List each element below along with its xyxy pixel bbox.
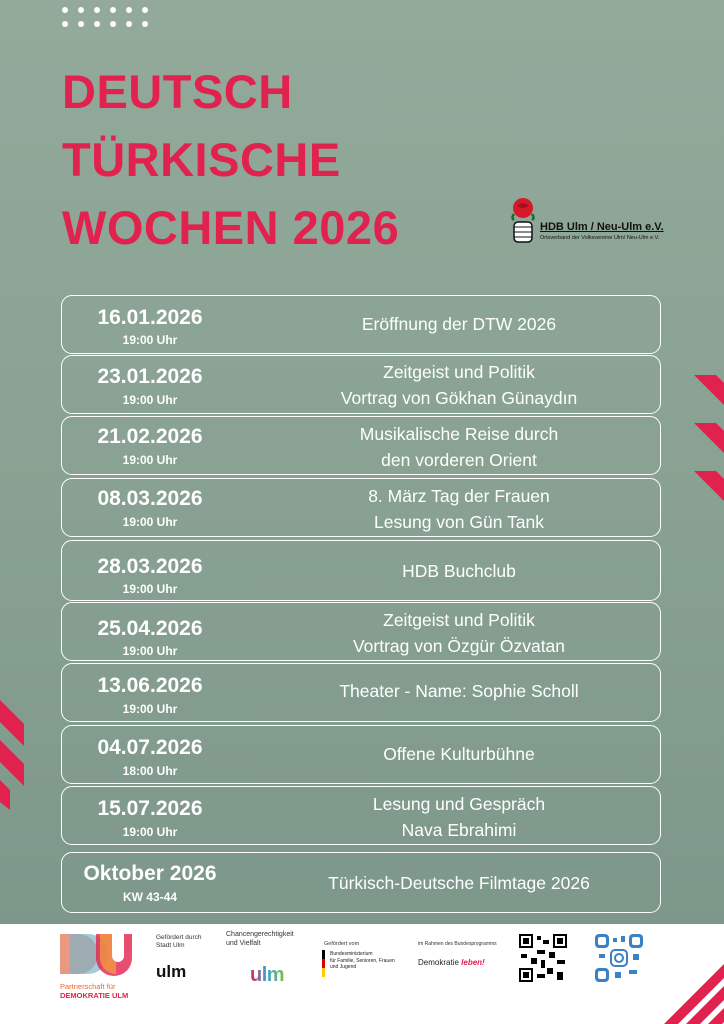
event-description: Zeitgeist und Politik Vortrag von Gökhan Günaydın — [340, 362, 578, 408]
event-date: 13.06.2026 — [97, 674, 203, 697]
event-description: HDB Buchclub — [402, 561, 516, 581]
event-date: Oktober 2026 — [83, 862, 217, 885]
event-item — [61, 478, 661, 537]
event-item — [61, 786, 661, 845]
event-item — [61, 663, 661, 722]
event-description: Theater - Name: Sophie Scholl — [339, 681, 579, 701]
event-date: 04.07.2026 — [97, 736, 203, 759]
event-time: 18:00 Uhr — [122, 764, 178, 778]
event-description: Zeitgeist und Politik Vortrag von Özgür Özvatan — [352, 610, 566, 656]
event-item — [61, 725, 661, 784]
instagram-qr-icon[interactable] — [595, 934, 643, 982]
event-description: Offene Kulturbühne — [383, 744, 535, 764]
event-description: Musikalische Reise durch den vorderen Orient — [359, 424, 559, 470]
event-time: 19:00 Uhr — [122, 582, 178, 596]
title-line-2: TÜRKISCHE — [62, 133, 341, 186]
event-date: 23.01.2026 — [97, 365, 203, 388]
title-line-1: DEUTSCH — [62, 65, 293, 118]
event-description: Lesung und Gespräch Nava Ebrahimi — [372, 794, 546, 840]
event-item — [61, 852, 661, 913]
bm-funded-label: Gefördert vom — [324, 941, 360, 947]
event-date: 25.04.2026 — [97, 617, 203, 640]
chancen-label: Chancengerechtigkeit und Vielfalt — [226, 931, 294, 947]
partnership-caption: Partnerschaft für DEMOKRATIE ULM — [60, 982, 129, 1000]
event-description: 8. März Tag der Frauen Lesung von Gün Tank — [368, 486, 550, 532]
partnership-du-logo-icon — [60, 934, 132, 980]
qr-code-icon[interactable] — [519, 934, 567, 982]
rose-fist-icon — [508, 196, 538, 246]
ulm-color-logo: ulm — [250, 964, 285, 986]
event-item — [61, 540, 661, 601]
page-title — [62, 58, 399, 262]
event-time: KW 43-44 — [122, 890, 178, 904]
event-date: 21.02.2026 — [97, 425, 203, 448]
event-item — [61, 416, 661, 475]
funded-by-label: Gefördert durch Stadt Ulm — [156, 934, 202, 949]
title-line-3: WOCHEN 2026 — [62, 201, 400, 254]
footer — [0, 924, 724, 1024]
event-time: 19:00 Uhr — [122, 515, 178, 529]
event-item — [61, 602, 661, 661]
event-time: 19:00 Uhr — [122, 702, 178, 716]
event-date: 15.07.2026 — [97, 797, 203, 820]
event-item — [61, 295, 661, 354]
footer-stripes-decoration — [644, 964, 724, 1024]
event-date: 16.01.2026 — [97, 306, 203, 329]
left-stripes-decoration — [0, 700, 30, 810]
right-stripes-decoration — [690, 375, 724, 535]
event-time: 19:00 Uhr — [122, 453, 178, 467]
event-date: 08.03.2026 — [97, 487, 203, 510]
hdb-logo — [508, 196, 668, 248]
event-description: Eröffnung der DTW 2026 — [361, 314, 557, 334]
event-description: Türkisch-Deutsche Filmtage 2026 — [328, 873, 590, 893]
decorative-dots — [62, 4, 152, 28]
federal-eagle-icon — [322, 950, 330, 978]
event-time: 19:00 Uhr — [122, 333, 178, 347]
logo-name: HDB Ulm / Neu-Ulm e.V. — [540, 221, 664, 233]
event-time: 19:00 Uhr — [122, 393, 178, 407]
event-time: 19:00 Uhr — [122, 825, 178, 839]
event-item — [61, 355, 661, 414]
event-date: 28.03.2026 — [97, 555, 203, 578]
logo-subtitle: Ortsverband der Volksvereine Ulm/ Neu-Ulm e.V. — [540, 235, 660, 241]
stadt-ulm-logo: ulm — [156, 962, 187, 981]
event-time: 19:00 Uhr — [122, 644, 178, 658]
demokratie-leben-logo: Demokratie leben! — [418, 958, 485, 967]
bm-ministry-text: Bundesministerium für Familie, Senioren, Frauen und Jugend — [330, 951, 395, 970]
program-label: im Rahmen des Bundesprogramms — [418, 941, 497, 947]
